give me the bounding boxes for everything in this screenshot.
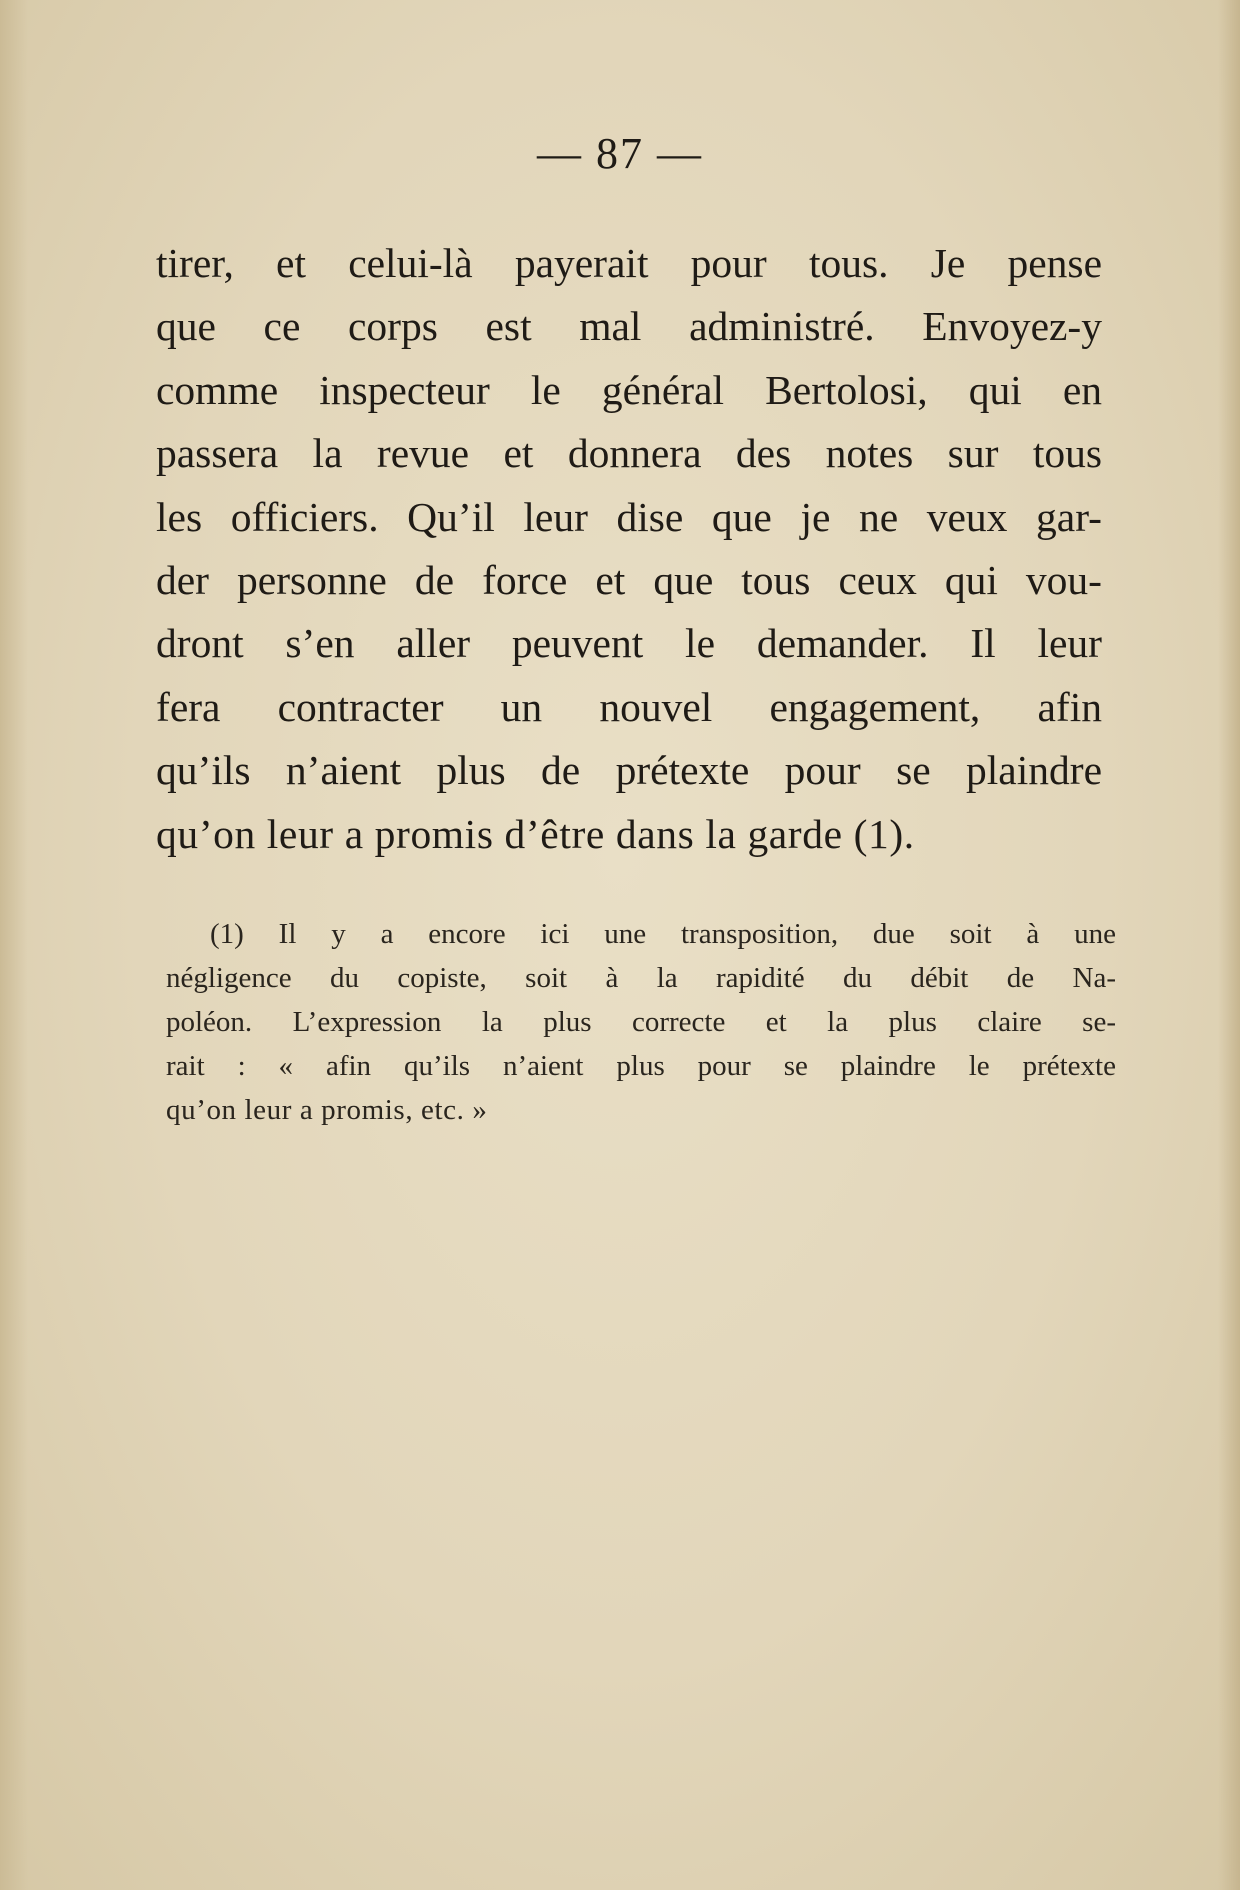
footnote-line: poléon. L’expression la plus correcte et la plus claire se-: [166, 1006, 1116, 1038]
page-edge-shadow-left: [0, 0, 28, 1890]
page-edge-shadow-right: [1218, 0, 1240, 1890]
text-line: qu’ils n’aient plus de prétexte pour se plaindre: [156, 747, 1102, 794]
text-line: dront s’en aller peuvent le demander. Il leur: [156, 620, 1102, 667]
text-line: que ce corps est mal administré. Envoyez-y: [156, 303, 1102, 350]
page-number: — 87 —: [537, 129, 703, 178]
footnote-line: rait : « afin qu’ils n’aient plus pour se plaindre le prétexte: [166, 1050, 1116, 1082]
text-line: fera contracter un nouvel engagement, afin: [156, 683, 1102, 730]
footnote: [166, 912, 1116, 1132]
text-line: les officiers. Qu’il leur dise que je ne veux gar-: [156, 493, 1102, 540]
text-line: der personne de force et que tous ceux qui vou-: [156, 556, 1102, 603]
main-paragraph: [156, 232, 1102, 866]
footnote-line: (1) Il y a encore ici une transposition, due soit à une: [210, 918, 1116, 950]
footnote-line: qu’on leur a promis, etc. »: [166, 1094, 488, 1126]
footnote-line: négligence du copiste, soit à la rapidité du débit de Na-: [166, 962, 1116, 994]
text-line: tirer, et celui-là payerait pour tous. Je pense: [156, 240, 1102, 286]
text-line: passera la revue et donnera des notes sur tous: [156, 430, 1102, 477]
text-line: comme inspecteur le général Bertolosi, qui en: [156, 366, 1102, 413]
text-line: qu’on leur a promis d’être dans la garde (1).: [156, 810, 915, 857]
